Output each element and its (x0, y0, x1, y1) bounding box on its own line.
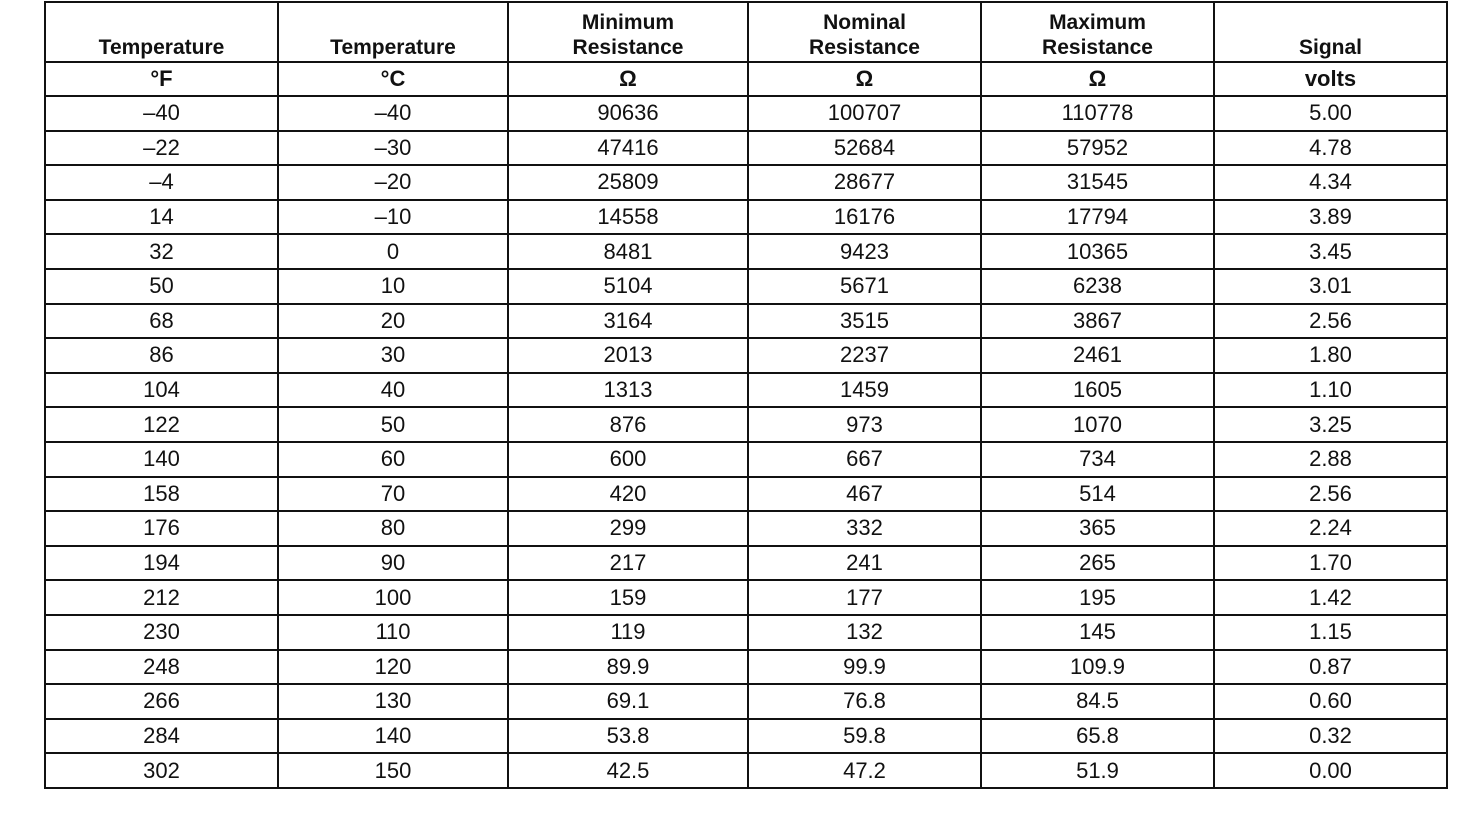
cell-temp-c: 20 (278, 304, 508, 339)
cell-max-resistance: 1070 (981, 407, 1214, 442)
header-line-2: Resistance (1042, 36, 1153, 59)
cell-min-resistance: 14558 (508, 200, 748, 235)
cell-signal: 2.56 (1214, 304, 1447, 339)
header-minimum-resistance (508, 2, 748, 62)
cell-max-resistance: 195 (981, 580, 1214, 615)
cell-temp-c: –10 (278, 200, 508, 235)
cell-temp-f: –22 (45, 131, 278, 166)
table-row (45, 442, 1447, 477)
cell-temp-f: –40 (45, 96, 278, 131)
cell-temp-c: 90 (278, 546, 508, 581)
table-row (45, 131, 1447, 166)
table-row (45, 234, 1447, 269)
cell-max-resistance: 84.5 (981, 684, 1214, 719)
table-row (45, 165, 1447, 200)
header-nominal-resistance (748, 2, 981, 62)
cell-min-resistance: 8481 (508, 234, 748, 269)
cell-min-resistance: 119 (508, 615, 748, 650)
unit-celsius: °C (278, 62, 508, 96)
table-row (45, 615, 1447, 650)
cell-temp-c: 70 (278, 477, 508, 512)
cell-min-resistance: 159 (508, 580, 748, 615)
cell-signal: 3.01 (1214, 269, 1447, 304)
cell-temp-f: 14 (45, 200, 278, 235)
cell-nominal-resistance: 177 (748, 580, 981, 615)
cell-nominal-resistance: 3515 (748, 304, 981, 339)
cell-nominal-resistance: 16176 (748, 200, 981, 235)
table-row (45, 269, 1447, 304)
cell-signal: 0.32 (1214, 719, 1447, 754)
cell-signal: 5.00 (1214, 96, 1447, 131)
cell-temp-c: –30 (278, 131, 508, 166)
table-body (45, 96, 1447, 788)
cell-temp-f: 194 (45, 546, 278, 581)
cell-temp-c: –40 (278, 96, 508, 131)
table-row (45, 200, 1447, 235)
header-line-2: Temperature (330, 36, 456, 59)
cell-nominal-resistance: 1459 (748, 373, 981, 408)
unit-volts: volts (1214, 62, 1447, 96)
cell-temp-f: 140 (45, 442, 278, 477)
header-temperature-f (45, 2, 278, 62)
cell-min-resistance: 600 (508, 442, 748, 477)
header-line-2: Temperature (98, 36, 225, 59)
cell-signal: 3.45 (1214, 234, 1447, 269)
cell-max-resistance: 17794 (981, 200, 1214, 235)
cell-temp-c: –20 (278, 165, 508, 200)
cell-temp-f: 284 (45, 719, 278, 754)
cell-min-resistance: 5104 (508, 269, 748, 304)
cell-signal: 0.60 (1214, 684, 1447, 719)
cell-temp-f: 158 (45, 477, 278, 512)
header-maximum-resistance (981, 2, 1214, 62)
header-line-2: Signal (1298, 36, 1362, 59)
table-row (45, 753, 1447, 788)
cell-max-resistance: 51.9 (981, 753, 1214, 788)
cell-nominal-resistance: 59.8 (748, 719, 981, 754)
cell-signal: 2.56 (1214, 477, 1447, 512)
cell-max-resistance: 109.9 (981, 650, 1214, 685)
cell-temp-f: 266 (45, 684, 278, 719)
cell-max-resistance: 3867 (981, 304, 1214, 339)
cell-signal: 1.70 (1214, 546, 1447, 581)
cell-min-resistance: 53.8 (508, 719, 748, 754)
cell-signal: 3.89 (1214, 200, 1447, 235)
cell-max-resistance: 1605 (981, 373, 1214, 408)
cell-min-resistance: 1313 (508, 373, 748, 408)
unit-fahrenheit: °F (45, 62, 278, 96)
cell-min-resistance: 420 (508, 477, 748, 512)
cell-signal: 2.88 (1214, 442, 1447, 477)
cell-temp-f: 176 (45, 511, 278, 546)
cell-nominal-resistance: 667 (748, 442, 981, 477)
cell-temp-c: 130 (278, 684, 508, 719)
cell-max-resistance: 514 (981, 477, 1214, 512)
cell-max-resistance: 31545 (981, 165, 1214, 200)
cell-nominal-resistance: 100707 (748, 96, 981, 131)
cell-min-resistance: 69.1 (508, 684, 748, 719)
cell-nominal-resistance: 52684 (748, 131, 981, 166)
cell-nominal-resistance: 467 (748, 477, 981, 512)
cell-signal: 1.15 (1214, 615, 1447, 650)
cell-nominal-resistance: 28677 (748, 165, 981, 200)
unit-ohm-nominal: Ω (748, 62, 981, 96)
cell-signal: 1.80 (1214, 338, 1447, 373)
cell-signal: 4.78 (1214, 131, 1447, 166)
unit-ohm-max: Ω (981, 62, 1214, 96)
cell-min-resistance: 876 (508, 407, 748, 442)
header-line-2: Resistance (572, 36, 684, 59)
cell-signal: 0.00 (1214, 753, 1447, 788)
cell-temp-c: 110 (278, 615, 508, 650)
cell-temp-f: 104 (45, 373, 278, 408)
table-row (45, 684, 1447, 719)
cell-min-resistance: 25809 (508, 165, 748, 200)
cell-max-resistance: 265 (981, 546, 1214, 581)
table-row (45, 96, 1447, 131)
header-signal (1214, 2, 1447, 62)
header-line-1: Maximum (1049, 11, 1146, 34)
cell-max-resistance: 110778 (981, 96, 1214, 131)
cell-nominal-resistance: 2237 (748, 338, 981, 373)
cell-temp-f: 32 (45, 234, 278, 269)
cell-temp-f: 50 (45, 269, 278, 304)
cell-temp-c: 140 (278, 719, 508, 754)
header-line-1: Nominal (823, 11, 906, 34)
cell-temp-c: 120 (278, 650, 508, 685)
cell-temp-c: 60 (278, 442, 508, 477)
cell-signal: 0.87 (1214, 650, 1447, 685)
table-row (45, 477, 1447, 512)
cell-max-resistance: 6238 (981, 269, 1214, 304)
cell-nominal-resistance: 99.9 (748, 650, 981, 685)
cell-temp-c: 150 (278, 753, 508, 788)
cell-temp-c: 50 (278, 407, 508, 442)
cell-min-resistance: 89.9 (508, 650, 748, 685)
cell-nominal-resistance: 5671 (748, 269, 981, 304)
cell-min-resistance: 47416 (508, 131, 748, 166)
table-row (45, 580, 1447, 615)
table-row (45, 546, 1447, 581)
cell-signal: 2.24 (1214, 511, 1447, 546)
cell-max-resistance: 57952 (981, 131, 1214, 166)
cell-temp-f: 212 (45, 580, 278, 615)
cell-temp-c: 0 (278, 234, 508, 269)
cell-temp-f: 86 (45, 338, 278, 373)
cell-nominal-resistance: 332 (748, 511, 981, 546)
cell-signal: 1.42 (1214, 580, 1447, 615)
unit-row (45, 62, 1447, 96)
table-row (45, 650, 1447, 685)
header-line-2: Resistance (809, 36, 920, 59)
cell-signal: 1.10 (1214, 373, 1447, 408)
unit-ohm-min: Ω (508, 62, 748, 96)
cell-temp-f: 122 (45, 407, 278, 442)
cell-temp-c: 100 (278, 580, 508, 615)
table-row (45, 511, 1447, 546)
cell-min-resistance: 42.5 (508, 753, 748, 788)
cell-signal: 3.25 (1214, 407, 1447, 442)
cell-temp-c: 10 (278, 269, 508, 304)
cell-min-resistance: 90636 (508, 96, 748, 131)
cell-min-resistance: 299 (508, 511, 748, 546)
cell-min-resistance: 3164 (508, 304, 748, 339)
cell-max-resistance: 145 (981, 615, 1214, 650)
cell-nominal-resistance: 47.2 (748, 753, 981, 788)
cell-temp-c: 40 (278, 373, 508, 408)
cell-temp-f: 230 (45, 615, 278, 650)
header-temperature-c (278, 2, 508, 62)
table-row (45, 407, 1447, 442)
table-row (45, 338, 1447, 373)
cell-temp-f: 68 (45, 304, 278, 339)
cell-min-resistance: 217 (508, 546, 748, 581)
header-row (45, 2, 1447, 62)
cell-max-resistance: 2461 (981, 338, 1214, 373)
cell-temp-c: 30 (278, 338, 508, 373)
cell-temp-f: 248 (45, 650, 278, 685)
cell-max-resistance: 734 (981, 442, 1214, 477)
table-row (45, 373, 1447, 408)
table-row (45, 304, 1447, 339)
cell-max-resistance: 365 (981, 511, 1214, 546)
cell-min-resistance: 2013 (508, 338, 748, 373)
cell-max-resistance: 10365 (981, 234, 1214, 269)
sensor-resistance-table (44, 1, 1448, 789)
cell-nominal-resistance: 241 (748, 546, 981, 581)
cell-temp-f: –4 (45, 165, 278, 200)
cell-temp-f: 302 (45, 753, 278, 788)
header-line-1: Minimum (581, 11, 675, 34)
cell-temp-c: 80 (278, 511, 508, 546)
cell-nominal-resistance: 973 (748, 407, 981, 442)
sensor-resistance-table-container (44, 1, 1446, 789)
cell-signal: 4.34 (1214, 165, 1447, 200)
cell-nominal-resistance: 9423 (748, 234, 981, 269)
cell-nominal-resistance: 132 (748, 615, 981, 650)
cell-nominal-resistance: 76.8 (748, 684, 981, 719)
cell-max-resistance: 65.8 (981, 719, 1214, 754)
table-row (45, 719, 1447, 754)
